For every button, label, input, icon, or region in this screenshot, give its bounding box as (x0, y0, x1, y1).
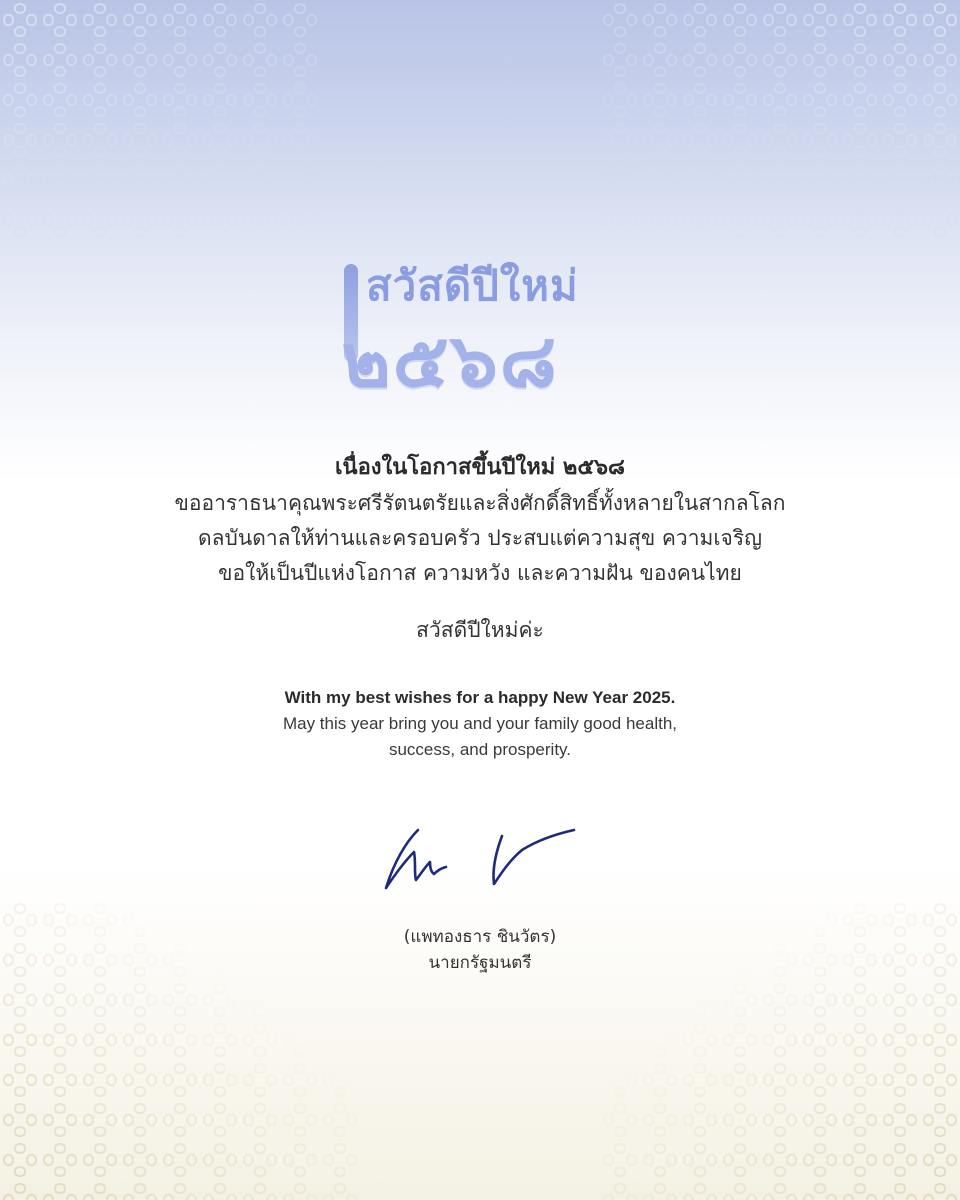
english-line: May this year bring you and your family good health, (282, 714, 678, 733)
signature-mark (376, 822, 586, 898)
thai-line: ขอให้เป็นปีแห่งโอกาส ความหวัง และความฝัน ของคนไทย (218, 561, 742, 585)
english-line: success, and prosperity. (388, 740, 572, 759)
signer-name: (แพทองธาร ชินวัตร) (403, 927, 557, 947)
thai-greeting: สวัสดีปีใหม่ค่ะ (416, 618, 544, 642)
signer-title: นายกรัฐมนตรี (428, 953, 532, 973)
signer-block (280, 924, 680, 976)
thai-message (60, 450, 900, 591)
english-heading: With my best wishes for a happy New Year 2025. (284, 688, 676, 707)
title-year: ๒๕๖๘ (342, 318, 559, 404)
top-right-pattern (600, 0, 960, 240)
thai-line: ขออาราธนาคุณพระศรีรัตนตรัยและสิ่งศักดิ์สิทธิ์ทั้งหลายในสากลโลก (174, 491, 786, 515)
thai-heading: เนื่องในโอกาสขึ้นปีใหม่ ๒๕๖๘ (335, 455, 625, 480)
thai-line: ดลบันดาลให้ท่านและครอบครัว ประสบแต่ความสุข ความเจริญ (198, 526, 762, 550)
english-message (100, 685, 860, 763)
new-year-title (330, 250, 630, 420)
top-left-pattern (0, 0, 320, 240)
title-greeting: สวัสดีปีใหม่ (366, 261, 579, 310)
